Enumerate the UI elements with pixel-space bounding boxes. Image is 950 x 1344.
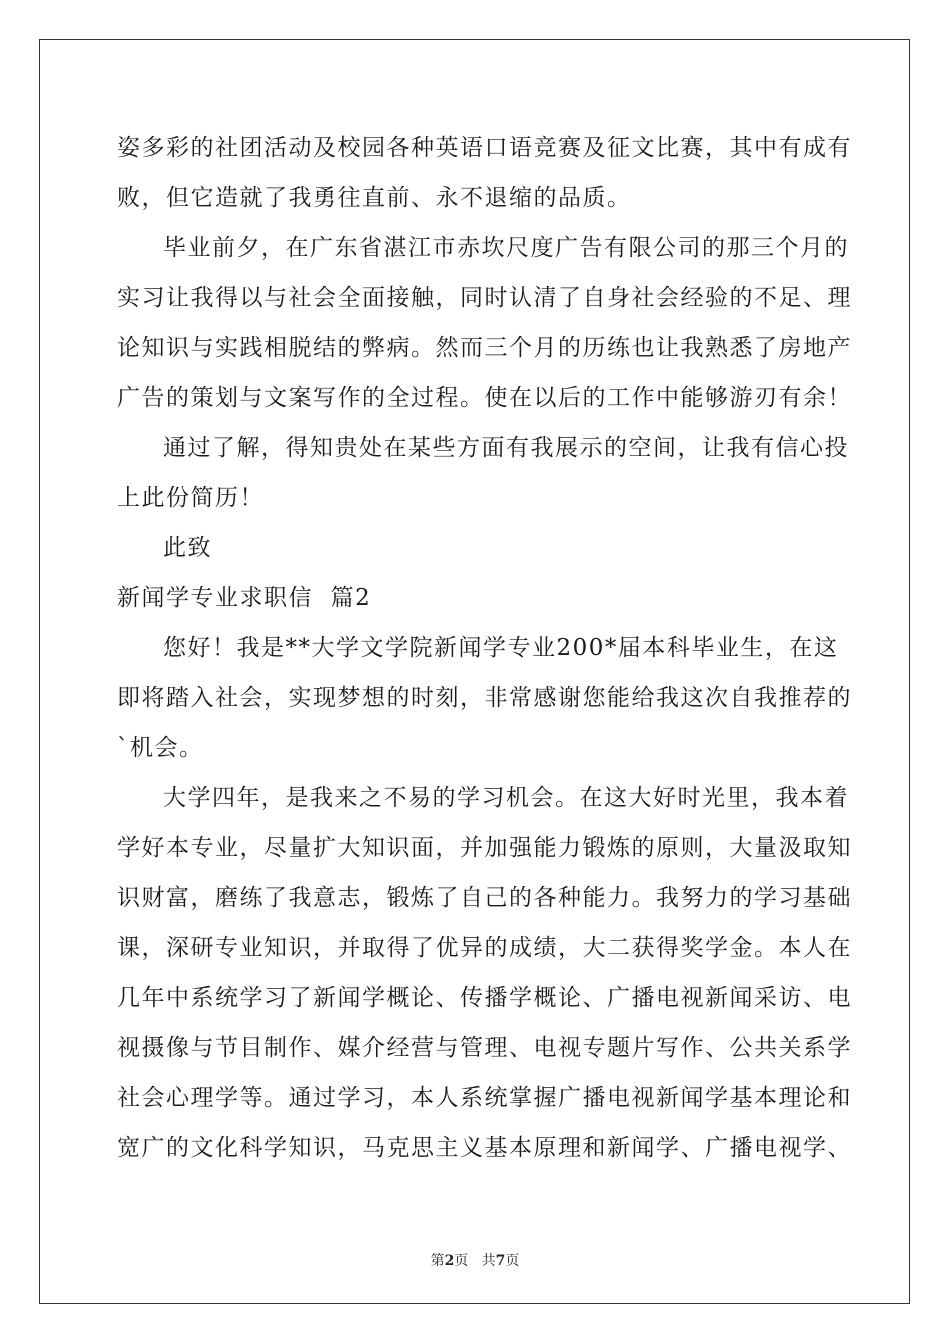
page-suffix: 页: [454, 1253, 469, 1269]
text-line: 败，但它造就了我勇往直前、永不退缩的品质。: [117, 185, 632, 211]
text-line: 宽广的文化科学知识，马克思主义基本原理和新闻学、广播电视学、: [117, 1135, 852, 1161]
text-line: 此致: [163, 535, 212, 561]
text-line: 实习让我得以与社会全面接触，同时认清了自身社会经验的不足、理: [117, 285, 852, 311]
text-line: 姿多彩的社团活动及校园各种英语口语竞赛及征文比赛，其中有成有: [117, 135, 852, 161]
text-line: 课，深研专业知识，并取得了优异的成绩，大二获得奖学金。本人在: [117, 935, 852, 961]
text-line: 识财富，磨练了我意志，锻炼了自己的各种能力。我努力的学习基础: [117, 885, 852, 911]
text-line: `机会。: [117, 735, 204, 761]
text-line: 即将踏入社会，实现梦想的时刻，非常感谢您能给我这次自我推荐的: [117, 685, 852, 711]
page-prefix: 第: [430, 1253, 445, 1269]
text-line: 学好本专业，尽量扩大知识面，并加强能力锻炼的原则，大量汲取知: [117, 835, 852, 861]
text-line: 您好！我是**大学文学院新闻学专业200*届本科毕业生，在这: [163, 635, 839, 661]
page-number: 2: [444, 1253, 455, 1269]
text-line: 大学四年，是我来之不易的学习机会。在这大好时光里，我本着: [163, 785, 849, 811]
text-line: 广告的策划与文案写作的全过程。使在以后的工作中能够游刃有余！: [117, 385, 852, 411]
total-suffix: 页: [505, 1253, 520, 1269]
text-line: 毕业前夕，在广东省湛江市赤坎尺度广告有限公司的那三个月的: [163, 235, 849, 261]
text-line: 社会心理学等。通过学习，本人系统掌握广播电视新闻学基本理论和: [117, 1085, 852, 1111]
text-line: 论知识与实践相脱结的弊病。然而三个月的历练也让我熟悉了房地产: [117, 335, 852, 361]
text-line: 上此份简历！: [117, 485, 264, 511]
text-line: 视摄像与节目制作、媒介经营与管理、电视专题片写作、公共关系学: [117, 1035, 852, 1061]
text-line: 通过了解，得知贵处在某些方面有我展示的空间，让我有信心投: [163, 435, 849, 461]
page-footer: [0, 1250, 950, 1270]
text-line: 几年中系统学习了新闻学概论、传播学概论、广播电视新闻采访、电: [117, 985, 852, 1011]
section-heading: 新闻学专业求职信 篇2: [117, 585, 372, 611]
total-prefix: 共: [481, 1253, 496, 1269]
total-pages: 7: [495, 1253, 506, 1269]
